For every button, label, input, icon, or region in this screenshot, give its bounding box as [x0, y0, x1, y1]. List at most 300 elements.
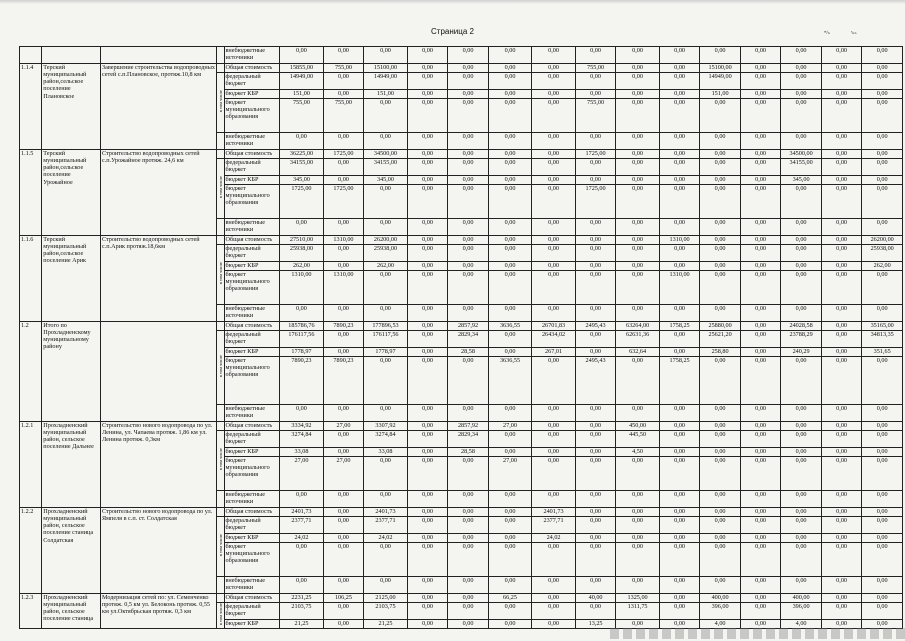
value-cell: 106,25 [323, 594, 364, 603]
value-cell: 26200,00 [862, 236, 903, 245]
value-cell: 0,00 [407, 90, 448, 99]
value-cell: 0,00 [659, 448, 700, 457]
value-cell: 0,00 [280, 577, 324, 594]
value-cell: 0,00 [448, 534, 489, 543]
vertical-text: в том числе [217, 448, 223, 471]
value-cell: 1310,00 [659, 271, 700, 305]
value-cell: 0,00 [821, 577, 862, 594]
value-cell: 0,00 [488, 577, 532, 594]
value-cell: 0,00 [781, 64, 822, 73]
value-cell: 0,00 [700, 245, 741, 262]
value-cell: 0,00 [659, 176, 700, 185]
value-cell: 0,00 [740, 99, 781, 133]
value-cell: 0,00 [740, 517, 781, 534]
value-cell: 0,00 [659, 422, 700, 431]
value-cell: 0,00 [280, 133, 324, 150]
value-cell: 3274,84 [280, 431, 324, 448]
value-cell: 2103,75 [364, 603, 408, 620]
value-cell: 0,00 [740, 448, 781, 457]
value-cell: 151,00 [280, 90, 324, 99]
value-cell: 0,00 [740, 262, 781, 271]
vertical-label-cell [217, 322, 224, 331]
value-cell: 0,00 [448, 405, 489, 422]
value-cell: 267,01 [532, 348, 576, 357]
value-cell: 0,00 [488, 305, 532, 322]
value-cell: 177896,53 [364, 322, 408, 331]
value-cell: 1758,25 [659, 322, 700, 331]
value-cell: 0,00 [364, 543, 408, 577]
value-cell: 0,00 [448, 236, 489, 245]
value-cell: 0,00 [532, 47, 576, 64]
value-cell: 0,00 [616, 159, 660, 176]
value-cell: 2857,92 [448, 322, 489, 331]
value-cell: 25621,20 [700, 331, 741, 348]
value-cell: 0,00 [323, 47, 364, 64]
value-cell: 0,00 [575, 73, 616, 90]
value-cell: 151,00 [700, 90, 741, 99]
in-that-number-label [217, 603, 224, 629]
value-cell: 0,00 [575, 405, 616, 422]
in-that-number-label [217, 245, 224, 305]
value-cell: 0,00 [700, 99, 741, 133]
value-cell: 0,00 [488, 159, 532, 176]
value-cell: 0,00 [407, 150, 448, 159]
value-cell: 0,00 [323, 508, 364, 517]
value-cell: 0,00 [616, 64, 660, 73]
value-cell: 0,00 [280, 405, 324, 422]
value-cell: 0,00 [821, 422, 862, 431]
value-cell: 0,00 [575, 219, 616, 236]
value-cell: 185786,76 [280, 322, 324, 331]
value-cell: 0,00 [448, 176, 489, 185]
value-cell: 1311,75 [616, 603, 660, 620]
description-cell [100, 47, 216, 64]
value-cell: 0,00 [740, 322, 781, 331]
value-cell: 0,00 [448, 491, 489, 508]
value-cell: 0,00 [407, 245, 448, 262]
value-cell: 28,58 [448, 348, 489, 357]
vertical-label-cell [217, 150, 224, 159]
value-cell: 0,00 [821, 534, 862, 543]
value-cell: 0,00 [821, 457, 862, 491]
value-cell: 0,00 [488, 245, 532, 262]
value-cell: 2231,25 [280, 594, 324, 603]
value-cell: 0,00 [700, 357, 741, 405]
value-cell: 0,00 [700, 262, 741, 271]
value-cell: 1725,00 [280, 185, 324, 219]
value-cell: 0,00 [781, 219, 822, 236]
value-cell: 755,00 [575, 64, 616, 73]
value-cell: 0,00 [407, 271, 448, 305]
value-cell: 0,00 [407, 331, 448, 348]
value-cell: 0,00 [740, 577, 781, 594]
value-cell: 26701,83 [532, 322, 576, 331]
value-cell: 0,00 [323, 543, 364, 577]
value-cell: 0,00 [616, 219, 660, 236]
value-cell: 28,58 [448, 448, 489, 457]
value-cell: 36225,00 [280, 150, 324, 159]
value-cell: 1310,00 [323, 271, 364, 305]
value-cell: 0,00 [862, 185, 903, 219]
value-cell: 0,00 [821, 508, 862, 517]
value-cell: 0,00 [821, 133, 862, 150]
value-cell: 0,00 [616, 517, 660, 534]
value-cell: 0,00 [364, 219, 408, 236]
value-cell: 0,00 [532, 577, 576, 594]
value-cell: 0,00 [659, 90, 700, 99]
value-cell: 33,08 [364, 448, 408, 457]
value-cell: 0,00 [407, 176, 448, 185]
value-cell: 0,00 [323, 133, 364, 150]
funding-source-label: внебюджетные источники [224, 133, 280, 150]
value-cell: 0,00 [659, 73, 700, 90]
value-cell: 0,00 [575, 331, 616, 348]
item-number-cell: 1.2.1 [20, 422, 42, 508]
funding-source-label: федеральный бюджет [224, 431, 280, 448]
value-cell: 0,00 [407, 305, 448, 322]
value-cell: 755,00 [323, 64, 364, 73]
value-cell: 0,00 [448, 185, 489, 219]
value-cell: 0,00 [488, 150, 532, 159]
value-cell: 0,00 [740, 620, 781, 629]
value-cell: 0,00 [862, 577, 903, 594]
value-cell: 0,00 [575, 603, 616, 620]
value-cell: 0,00 [821, 405, 862, 422]
value-cell: 0,00 [659, 603, 700, 620]
value-cell: 0,00 [448, 133, 489, 150]
value-cell: 25938,00 [280, 245, 324, 262]
value-cell: 3334,92 [280, 422, 324, 431]
funding-source-label: Общая стоимость [224, 422, 280, 431]
value-cell: 755,00 [280, 99, 324, 133]
value-cell: 1725,00 [575, 185, 616, 219]
value-cell: 0,00 [488, 236, 532, 245]
value-cell: 0,00 [862, 543, 903, 577]
value-cell: 0,00 [364, 357, 408, 405]
value-cell: 0,00 [740, 176, 781, 185]
vertical-label-cell [217, 508, 224, 517]
value-cell: 0,00 [781, 357, 822, 405]
value-cell: 0,00 [364, 491, 408, 508]
value-cell: 0,00 [700, 517, 741, 534]
value-cell: 25938,00 [364, 245, 408, 262]
value-cell: 0,00 [575, 491, 616, 508]
description-cell: Строительство нового водопровода по ул. Ленина, ул. Чапаева протяж. 1,86 км ул. Ленина протяж. 0,3км [100, 422, 216, 508]
value-cell: 25938,00 [862, 245, 903, 262]
value-cell: 0,00 [781, 262, 822, 271]
value-cell: 0,00 [532, 594, 576, 603]
value-cell: 26200,00 [364, 236, 408, 245]
funding-source-label: бюджет муниципального образования [224, 271, 280, 305]
value-cell: 0,00 [781, 534, 822, 543]
value-cell: 0,00 [448, 219, 489, 236]
value-cell: 0,00 [488, 405, 532, 422]
value-cell: 0,00 [700, 271, 741, 305]
district-cell: Итого по Прохладненскому муниципальному району [42, 322, 101, 422]
corner-mark: ᵉₙₙ [851, 31, 857, 36]
value-cell: 0,00 [323, 348, 364, 357]
value-cell: 0,00 [407, 159, 448, 176]
funding-source-label: федеральный бюджет [224, 245, 280, 262]
value-cell: 0,00 [740, 422, 781, 431]
value-cell: 0,00 [616, 185, 660, 219]
value-cell: 24028,58 [781, 322, 822, 331]
value-cell: 0,00 [740, 64, 781, 73]
value-cell: 0,00 [862, 159, 903, 176]
value-cell: 0,00 [821, 620, 862, 629]
value-cell: 0,00 [616, 90, 660, 99]
value-cell: 0,00 [575, 448, 616, 457]
vertical-text: в том числе [217, 176, 223, 199]
value-cell: 0,00 [575, 159, 616, 176]
value-cell: 14949,00 [364, 73, 408, 90]
table-row [20, 594, 903, 603]
value-cell: 0,00 [659, 185, 700, 219]
value-cell: 0,00 [323, 90, 364, 99]
value-cell: 0,00 [407, 322, 448, 331]
value-cell: 0,00 [532, 73, 576, 90]
value-cell: 445,50 [616, 431, 660, 448]
value-cell: 0,00 [781, 422, 822, 431]
value-cell: 2401,73 [532, 508, 576, 517]
funding-source-label: федеральный бюджет [224, 159, 280, 176]
item-number-cell: 1.1.5 [20, 150, 42, 236]
funding-source-label: бюджет муниципального образования [224, 457, 280, 491]
value-cell: 0,00 [821, 594, 862, 603]
value-cell: 0,00 [700, 534, 741, 543]
value-cell: 0,00 [575, 245, 616, 262]
value-cell: 0,00 [862, 64, 903, 73]
value-cell: 0,00 [659, 508, 700, 517]
value-cell: 351,65 [862, 348, 903, 357]
value-cell: 2829,34 [448, 331, 489, 348]
value-cell: 0,00 [532, 245, 576, 262]
value-cell: 0,00 [781, 577, 822, 594]
value-cell: 27510,00 [280, 236, 324, 245]
value-cell: 0,00 [532, 133, 576, 150]
value-cell: 0,00 [448, 159, 489, 176]
value-cell: 0,00 [448, 245, 489, 262]
value-cell: 0,00 [448, 99, 489, 133]
value-cell: 0,00 [781, 491, 822, 508]
value-cell: 34155,00 [364, 159, 408, 176]
value-cell: 0,00 [821, 245, 862, 262]
value-cell: 0,00 [616, 245, 660, 262]
funding-source-label: федеральный бюджет [224, 603, 280, 620]
value-cell: 0,00 [862, 517, 903, 534]
value-cell: 0,00 [488, 431, 532, 448]
value-cell: 0,00 [821, 219, 862, 236]
value-cell: 0,00 [575, 236, 616, 245]
value-cell: 0,00 [821, 236, 862, 245]
value-cell: 0,00 [407, 431, 448, 448]
value-cell: 0,00 [740, 159, 781, 176]
funding-source-label: бюджет КБР [224, 90, 280, 99]
value-cell: 3636,55 [488, 357, 532, 405]
value-cell: 2857,92 [448, 422, 489, 431]
value-cell: 0,00 [616, 357, 660, 405]
value-cell: 0,00 [740, 405, 781, 422]
table-row [20, 150, 903, 159]
value-cell: 0,00 [616, 491, 660, 508]
value-cell: 0,00 [488, 517, 532, 534]
value-cell: 34813,35 [862, 331, 903, 348]
value-cell: 0,00 [488, 331, 532, 348]
value-cell: 0,00 [862, 150, 903, 159]
vertical-text: в том числе [217, 534, 223, 557]
value-cell: 2125,00 [364, 594, 408, 603]
funding-source-label: бюджет муниципального образования [224, 185, 280, 219]
value-cell: 0,00 [407, 357, 448, 405]
funding-source-label: бюджет КБР [224, 534, 280, 543]
value-cell: 0,00 [700, 219, 741, 236]
value-cell: 0,00 [575, 431, 616, 448]
value-cell: 396,00 [700, 603, 741, 620]
value-cell: 0,00 [616, 405, 660, 422]
value-cell: 0,00 [821, 603, 862, 620]
value-cell: 0,00 [323, 577, 364, 594]
value-cell: 0,00 [575, 305, 616, 322]
value-cell: 0,00 [862, 457, 903, 491]
value-cell: 21,25 [364, 620, 408, 629]
vertical-label-cell [217, 305, 224, 322]
value-cell: 0,00 [821, 331, 862, 348]
value-cell: 0,00 [407, 422, 448, 431]
value-cell: 27,00 [323, 422, 364, 431]
item-number-cell: 1.2.3 [20, 594, 42, 629]
funding-source-label: бюджет КБР [224, 176, 280, 185]
value-cell: 0,00 [448, 508, 489, 517]
item-number-cell: 1.2 [20, 322, 42, 422]
value-cell: 0,00 [740, 357, 781, 405]
value-cell: 0,00 [532, 620, 576, 629]
table-row [20, 422, 903, 431]
description-cell: Завершение строительства водопроводных сетей с.п.Плановское, протяж.10,8 км [100, 64, 216, 150]
value-cell: 0,00 [323, 331, 364, 348]
value-cell: 0,00 [821, 357, 862, 405]
value-cell: 0,00 [616, 133, 660, 150]
value-cell: 0,00 [740, 219, 781, 236]
value-cell: 0,00 [575, 47, 616, 64]
value-cell: 345,00 [364, 176, 408, 185]
value-cell: 0,00 [781, 508, 822, 517]
value-cell: 0,00 [323, 603, 364, 620]
funding-source-label: Общая стоимость [224, 508, 280, 517]
value-cell: 15100,00 [364, 64, 408, 73]
value-cell: 396,00 [781, 603, 822, 620]
value-cell: 13,25 [575, 620, 616, 629]
value-cell: 0,00 [781, 457, 822, 491]
district-cell: Прохладненский муниципальный район, сельское поселение станица Солдатская [42, 508, 101, 594]
value-cell: 0,00 [323, 517, 364, 534]
value-cell: 0,00 [488, 262, 532, 271]
value-cell: 15855,00 [280, 64, 324, 73]
description-cell: Строительство водопроводных сетей с.п.Арик протяж.18,6км [100, 236, 216, 322]
value-cell: 0,00 [700, 305, 741, 322]
value-cell: 34155,00 [280, 159, 324, 176]
value-cell: 1310,00 [323, 236, 364, 245]
value-cell: 0,00 [532, 603, 576, 620]
vertical-text: в том числе [217, 262, 223, 285]
value-cell: 0,00 [323, 491, 364, 508]
value-cell: 0,00 [575, 348, 616, 357]
value-cell: 0,00 [575, 517, 616, 534]
value-cell: 0,00 [575, 271, 616, 305]
value-cell: 0,00 [616, 99, 660, 133]
value-cell: 0,00 [488, 73, 532, 90]
value-cell: 0,00 [532, 357, 576, 405]
value-cell: 2377,71 [280, 517, 324, 534]
value-cell: 0,00 [407, 99, 448, 133]
value-cell: 7890,23 [323, 322, 364, 331]
value-cell: 25880,00 [700, 322, 741, 331]
value-cell: 176117,56 [364, 331, 408, 348]
value-cell: 0,00 [740, 271, 781, 305]
value-cell: 0,00 [575, 534, 616, 543]
value-cell: 27,00 [488, 422, 532, 431]
value-cell: 0,00 [659, 245, 700, 262]
funding-source-label: федеральный бюджет [224, 73, 280, 90]
value-cell: 0,00 [448, 90, 489, 99]
value-cell: 66,25 [488, 594, 532, 603]
value-cell: 0,00 [280, 47, 324, 64]
value-cell: 0,00 [448, 150, 489, 159]
value-cell: 0,00 [862, 219, 903, 236]
value-cell: 0,00 [488, 534, 532, 543]
value-cell: 0,00 [740, 508, 781, 517]
value-cell: 0,00 [280, 305, 324, 322]
value-cell: 0,00 [781, 133, 822, 150]
value-cell: 0,00 [488, 348, 532, 357]
value-cell: 0,00 [740, 348, 781, 357]
funding-source-label: внебюджетные источники [224, 305, 280, 322]
value-cell: 0,00 [407, 73, 448, 90]
funding-source-label: бюджет муниципального образования [224, 543, 280, 577]
value-cell: 34500,00 [364, 150, 408, 159]
item-number-cell [20, 47, 42, 64]
table-row [20, 64, 903, 73]
value-cell: 0,00 [448, 64, 489, 73]
value-cell: 0,00 [407, 405, 448, 422]
value-cell: 0,00 [488, 47, 532, 64]
value-cell: 0,00 [781, 185, 822, 219]
value-cell: 0,00 [862, 603, 903, 620]
value-cell: 35165,00 [862, 322, 903, 331]
value-cell: 0,00 [821, 159, 862, 176]
value-cell: 0,00 [532, 99, 576, 133]
vertical-label-cell [217, 491, 224, 508]
value-cell: 0,00 [616, 150, 660, 159]
value-cell: 0,00 [616, 262, 660, 271]
value-cell: 0,00 [532, 543, 576, 577]
value-cell: 0,00 [821, 543, 862, 577]
value-cell: 0,00 [781, 543, 822, 577]
value-cell: 0,00 [280, 543, 324, 577]
value-cell: 0,00 [407, 577, 448, 594]
value-cell: 0,00 [616, 508, 660, 517]
value-cell: 0,00 [448, 357, 489, 405]
table-row [20, 236, 903, 245]
value-cell: 258,80 [700, 348, 741, 357]
value-cell: 0,00 [700, 457, 741, 491]
value-cell: 0,00 [448, 262, 489, 271]
value-cell: 0,00 [862, 133, 903, 150]
vertical-label-cell [217, 219, 224, 236]
value-cell: 2103,75 [280, 603, 324, 620]
funding-source-label: бюджет КБР [224, 448, 280, 457]
value-cell: 7890,23 [280, 357, 324, 405]
value-cell: 0,00 [407, 491, 448, 508]
